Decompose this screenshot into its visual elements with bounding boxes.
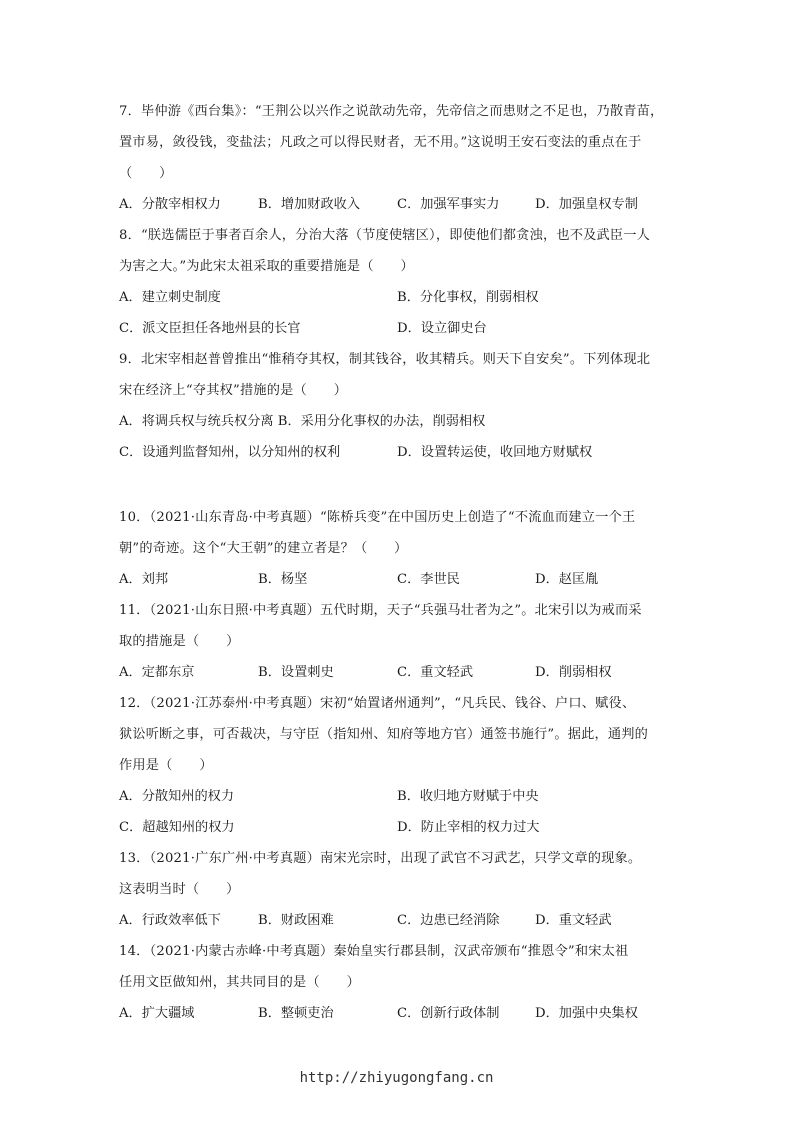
question-12-line-3: 作用是（ ） bbox=[119, 758, 213, 773]
question-10-option-d: D．赵匡胤 bbox=[535, 572, 599, 587]
question-10-line-2: 朝”的奇迹。这个“大王朝”的建立者是？（ ） bbox=[119, 541, 408, 556]
question-8-line-1: 8．“朕选儒臣于事者百余人，分治大落（节度使辖区），即使他们都贪浊，也不及武臣一人 bbox=[119, 228, 651, 243]
question-7-line-1: 7．毕仲游《西台集》：“王荆公以兴作之说歆动先帝，先帝信之而患财之不足也，乃散青苗， bbox=[119, 104, 664, 119]
question-11-line-2: 取的措施是（ ） bbox=[119, 634, 240, 649]
question-7-option-b: B．增加财政收入 bbox=[258, 197, 361, 212]
question-14-option-d: D．加强中央集权 bbox=[535, 1006, 638, 1021]
question-11-line-1: 11．（2021·山东日照·中考真题）五代时期，天子“兵强马壮者为之”。北宋引以为戒而采 bbox=[119, 603, 642, 618]
question-10-line-1: 10．（2021·山东青岛·中考真题）“陈桥兵变”在中国历史上创造了“不流血而建立一个王 bbox=[119, 510, 636, 525]
question-12-line-1: 12．（2021·江苏泰州·中考真题）宋初“始置诸州通判”，“凡兵民、钱谷、户口、赋役、 bbox=[119, 696, 636, 711]
question-12-option-c: C．超越知州的权力 bbox=[119, 820, 235, 835]
question-8-option-b: B．分化事权，削弱相权 bbox=[397, 290, 539, 305]
question-12-option-d: D．防止宰相的权力过大 bbox=[397, 820, 540, 835]
question-10-option-a: A．刘邦 bbox=[119, 572, 169, 587]
question-10-option-c: C．李世民 bbox=[397, 572, 460, 587]
question-8-option-d: D．设立御史台 bbox=[397, 321, 487, 336]
question-9-option-c: C．设通判监督知州，以分知州的权利 bbox=[119, 445, 341, 460]
question-14-option-b: B．整顿吏治 bbox=[258, 1006, 334, 1021]
question-13-line-1: 13．（2021·广东广州·中考真题）南宋光宗时，出现了武官不习武艺，只学文章的现象。 bbox=[119, 851, 642, 866]
question-13-option-a: A．行政效率低下 bbox=[119, 913, 221, 928]
question-9-option-d: D．设置转运使，收回地方财赋权 bbox=[397, 445, 593, 460]
question-14-line-1: 14．（2021·内蒙古赤峰·中考真题）秦始皇实行郡县制，汉武帝颁布“推恩令”和宋太祖 bbox=[119, 944, 629, 959]
question-7-option-d: D．加强皇权专制 bbox=[535, 197, 638, 212]
question-14-option-c: C．创新行政体制 bbox=[397, 1006, 500, 1021]
question-14-option-a: A．扩大疆域 bbox=[119, 1006, 195, 1021]
question-13-option-b: B．财政困难 bbox=[258, 913, 334, 928]
question-9-line-1: 9．北宋宰相赵普曾推出“惟稍夺其权，制其钱谷，收其精兵。则天下自安矣”。下列体现北 bbox=[119, 352, 651, 367]
question-10-option-b: B．杨坚 bbox=[258, 572, 308, 587]
question-11-option-c: C．重文轻武 bbox=[397, 665, 474, 680]
question-8-line-2: 为害之大。”为此宋太祖采取的重要措施是（ ） bbox=[119, 259, 414, 274]
question-12-option-b: B．收归地方财赋于中央 bbox=[397, 789, 539, 804]
question-9-option-ab: A．将调兵权与统兵权分离 B．采用分化事权的办法，削弱相权 bbox=[119, 414, 486, 429]
question-7-option-c: C．加强军事实力 bbox=[397, 197, 500, 212]
question-8-option-c: C．派文臣担任各地州县的长官 bbox=[119, 321, 301, 336]
question-12-line-2: 狱讼听断之事，可否裁决，与守臣（指知州、知府等地方官）通签书施行”。据此，通判的 bbox=[119, 727, 649, 742]
footer-url[interactable]: http://zhiyugongfang.cn bbox=[299, 1070, 494, 1086]
question-11-option-b: B．设置刺史 bbox=[258, 665, 334, 680]
question-11-option-d: D．削弱相权 bbox=[535, 665, 612, 680]
question-7-option-a: A．分散宰相权力 bbox=[119, 197, 221, 212]
question-9-line-2: 宋在经济上“夺其权”措施的是（ ） bbox=[119, 383, 348, 398]
question-13-line-2: 这表明当时（ ） bbox=[119, 882, 240, 897]
question-12-option-a: A．分散知州的权力 bbox=[119, 789, 235, 804]
question-7-line-2: 置市易，敛役钱，变盐法；凡政之可以得民财者，无不用。”这说明王安石变法的重点在于 bbox=[119, 135, 642, 150]
question-13-option-c: C．边患已经消除 bbox=[397, 913, 500, 928]
question-8-option-a: A．建立刺史制度 bbox=[119, 290, 221, 305]
question-7-line-3: （ ） bbox=[119, 166, 173, 181]
question-11-option-a: A．定都东京 bbox=[119, 665, 195, 680]
question-14-line-2: 任用文臣做知州，其共同目的是（ ） bbox=[119, 975, 360, 990]
question-13-option-d: D．重文轻武 bbox=[535, 913, 612, 928]
